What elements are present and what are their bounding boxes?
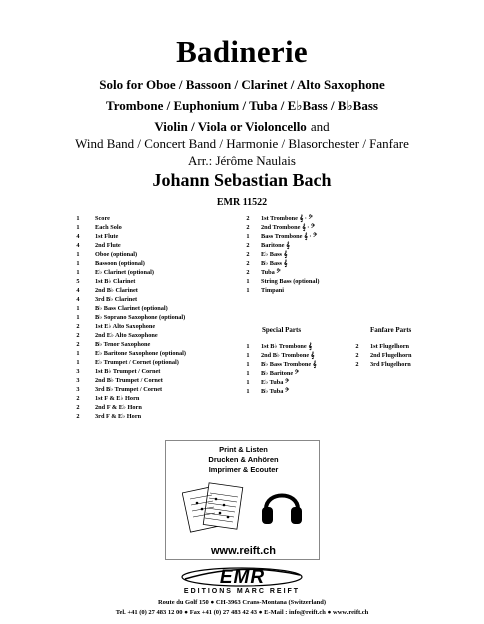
list-item	[243, 259, 363, 268]
part-name: E♭ Tuba 𝄢	[261, 379, 290, 386]
part-name: E♭ Trumpet / Cornet (optional)	[95, 359, 179, 366]
subtitle-and: and	[310, 119, 330, 134]
list-item	[73, 403, 233, 412]
part-quantity: 1	[76, 224, 80, 231]
list-item	[73, 286, 233, 295]
part-quantity: 1	[76, 314, 80, 321]
part-name: 1st Flugelhorn	[370, 343, 410, 350]
part-name: 2nd E♭ Alto Saxophone	[95, 332, 158, 339]
list-item	[243, 250, 363, 259]
parts-list-brass	[243, 214, 363, 295]
fanfare-parts-list	[352, 342, 442, 369]
list-item	[73, 214, 233, 223]
part-name: Score	[95, 215, 110, 222]
part-quantity: 4	[76, 296, 80, 303]
address-line-1: Route du Golf 150 ● CH-3963 Crans-Montana (Switzerland)	[157, 599, 327, 606]
part-name: 1st Trombone 𝄞 · 𝄢	[261, 215, 313, 222]
part-name: B♭ Soprano Saxophone (optional)	[95, 314, 186, 321]
list-item	[73, 331, 233, 340]
part-name: 1st B♭ Clarinet	[95, 278, 136, 285]
list-item	[73, 241, 233, 250]
subtitle-line-2: Trombone / Euphonium / Tuba / E♭Bass / B♭Bass	[106, 98, 378, 113]
part-name: Each Solo	[95, 224, 122, 231]
list-item	[243, 214, 363, 223]
part-name: 2nd B♭ Trumpet / Cornet	[95, 377, 163, 384]
list-item	[73, 412, 233, 421]
list-item	[73, 268, 233, 277]
part-quantity: 2	[76, 323, 80, 330]
part-quantity: 4	[76, 233, 80, 240]
part-name: 1st F & E♭ Horn	[95, 395, 140, 402]
list-item	[243, 369, 353, 378]
part-quantity: 1	[76, 350, 80, 357]
part-quantity: 3	[76, 377, 80, 384]
part-quantity: 3	[76, 386, 80, 393]
list-item	[73, 367, 233, 376]
list-item	[73, 277, 233, 286]
list-item	[73, 376, 233, 385]
part-name: B♭ Bass 𝄞	[261, 260, 288, 267]
part-quantity: 1	[246, 233, 250, 240]
part-name: E♭ Bass 𝄞	[261, 251, 288, 258]
part-quantity: 1	[76, 359, 80, 366]
list-item	[73, 322, 233, 331]
part-quantity: 1	[246, 352, 250, 359]
list-item	[73, 349, 233, 358]
part-quantity: 2	[76, 332, 80, 339]
promo-line-2: Drucken & Anhören	[208, 455, 279, 464]
list-item	[243, 360, 353, 369]
part-quantity: 1	[76, 269, 80, 276]
list-item	[352, 342, 442, 351]
list-item	[73, 295, 233, 304]
part-name: 1st B♭ Trumpet / Cornet	[95, 368, 161, 375]
list-item	[243, 351, 353, 360]
part-quantity: 2	[355, 352, 359, 359]
part-quantity: 1	[246, 278, 250, 285]
list-item	[73, 385, 233, 394]
part-name: B♭ Baritone 𝄢	[261, 370, 299, 377]
emr-logo-text: EMR	[219, 567, 266, 588]
part-name: 3rd B♭ Clarinet	[95, 296, 138, 303]
part-name: Bass Trombone 𝄞 · 𝄢	[261, 233, 318, 240]
part-name: B♭ Tuba 𝄢	[261, 388, 290, 395]
part-quantity: 1	[246, 379, 250, 386]
fanfare-parts-heading: Fanfare Parts	[370, 326, 412, 334]
list-item	[243, 378, 353, 387]
part-name: 2nd B♭ Trombone 𝄞	[261, 352, 315, 359]
part-name: 1st E♭ Alto Saxophone	[95, 323, 156, 330]
part-quantity: 5	[76, 278, 80, 285]
address-line-2: Tel. +41 (0) 27 483 12 00 ● Fax +41 (0) 27 483 42 43 ● E-Mail : info@reift.ch ● www.reift.ch	[115, 609, 369, 616]
part-quantity: 4	[76, 242, 80, 249]
part-name: 3rd F & E♭ Horn	[95, 413, 142, 420]
part-quantity: 2	[76, 404, 80, 411]
parts-list-main	[73, 214, 233, 421]
list-item	[243, 232, 363, 241]
list-item	[73, 358, 233, 367]
list-item	[243, 342, 353, 351]
part-name: Baritone 𝄞	[261, 242, 290, 249]
part-name: Bassoon (optional)	[95, 260, 145, 267]
part-quantity: 2	[246, 251, 250, 258]
list-item	[352, 351, 442, 360]
list-item	[73, 250, 233, 259]
list-item	[243, 223, 363, 232]
composer: Johann Sebastian Bach	[152, 170, 332, 190]
list-item	[73, 313, 233, 322]
part-quantity: 1	[76, 260, 80, 267]
part-name: 1st Flute	[95, 233, 119, 240]
part-quantity: 1	[76, 305, 80, 312]
part-quantity: 2	[355, 361, 359, 368]
part-name: 2nd Flute	[95, 242, 121, 249]
part-name: E♭ Baritone Saxophone (optional)	[95, 350, 186, 357]
part-name: 1st B♭ Trombone 𝄞	[261, 343, 312, 350]
arranger: Arr.: Jérôme Naulais	[188, 153, 296, 168]
list-item	[73, 340, 233, 349]
part-name: B♭ Bass Trombone 𝄞	[261, 361, 317, 368]
part-quantity: 2	[76, 395, 80, 402]
list-item	[73, 223, 233, 232]
part-name: 3rd B♭ Trumpet / Cornet	[95, 386, 163, 393]
promo-line-3: Imprimer & Ecouter	[208, 465, 279, 474]
part-name: 2nd F & E♭ Horn	[95, 404, 142, 411]
part-quantity: 1	[246, 287, 250, 294]
part-quantity: 1	[246, 370, 250, 377]
subtitle-line-3-wrap	[0, 118, 484, 136]
page-title: Badinerie	[176, 34, 308, 69]
list-item	[73, 259, 233, 268]
list-item	[73, 394, 233, 403]
part-name: Timpani	[261, 287, 284, 294]
part-quantity: 2	[76, 341, 80, 348]
print-listen-box	[165, 440, 320, 560]
brand-name: EDITIONS MARC REIFT	[183, 588, 301, 595]
part-name: B♭ Tenor Saxophone	[95, 341, 151, 348]
part-quantity: 2	[246, 224, 250, 231]
promo-line-1: Print & Listen	[219, 445, 268, 454]
subtitle-line-3: Violin / Viola or Violoncello	[154, 119, 307, 134]
part-quantity: 1	[76, 251, 80, 258]
special-parts-heading: Special Parts	[262, 326, 302, 334]
part-quantity: 1	[246, 343, 250, 350]
promo-url[interactable]: www.reift.ch	[211, 545, 276, 557]
part-name: 3rd Flugelhorn	[370, 361, 411, 368]
part-name: String Bass (optional)	[261, 278, 320, 285]
part-quantity: 2	[246, 269, 250, 276]
list-item	[73, 232, 233, 241]
part-quantity: 2	[246, 242, 250, 249]
part-name: 2nd Flugelhorn	[370, 352, 412, 359]
part-quantity: 1	[76, 215, 80, 222]
part-name: Oboe (optional)	[95, 251, 138, 258]
part-quantity: 2	[246, 215, 250, 222]
headphones-icon	[260, 481, 304, 527]
part-quantity: 2	[76, 413, 80, 420]
catalog-number: EMR 11522	[216, 197, 268, 208]
list-item	[243, 286, 363, 295]
part-quantity: 2	[355, 343, 359, 350]
list-item	[243, 241, 363, 250]
list-item	[243, 387, 353, 396]
list-item	[243, 268, 363, 277]
part-quantity: 2	[246, 260, 250, 267]
part-name: B♭ Bass Clarinet (optional)	[95, 305, 168, 312]
sheet-music-icon	[182, 479, 252, 535]
band-line: Wind Band / Concert Band / Harmonie / Blasorchester / Fanfare	[75, 136, 409, 151]
special-parts-list	[243, 342, 353, 396]
list-item	[73, 304, 233, 313]
part-name: Tuba 𝄢	[261, 269, 281, 276]
subtitle-line-1: Solo for Oboe / Bassoon / Clarinet / Alto Saxophone	[99, 77, 385, 92]
part-name: E♭ Clarinet (optional)	[95, 269, 154, 276]
part-name: 2nd Trombone 𝄞 · 𝄢	[261, 224, 315, 231]
list-item	[352, 360, 442, 369]
part-quantity: 1	[246, 388, 250, 395]
list-item	[243, 277, 363, 286]
part-quantity: 1	[246, 361, 250, 368]
part-name: 2nd B♭ Clarinet	[95, 287, 138, 294]
part-quantity: 3	[76, 368, 80, 375]
part-quantity: 4	[76, 287, 80, 294]
